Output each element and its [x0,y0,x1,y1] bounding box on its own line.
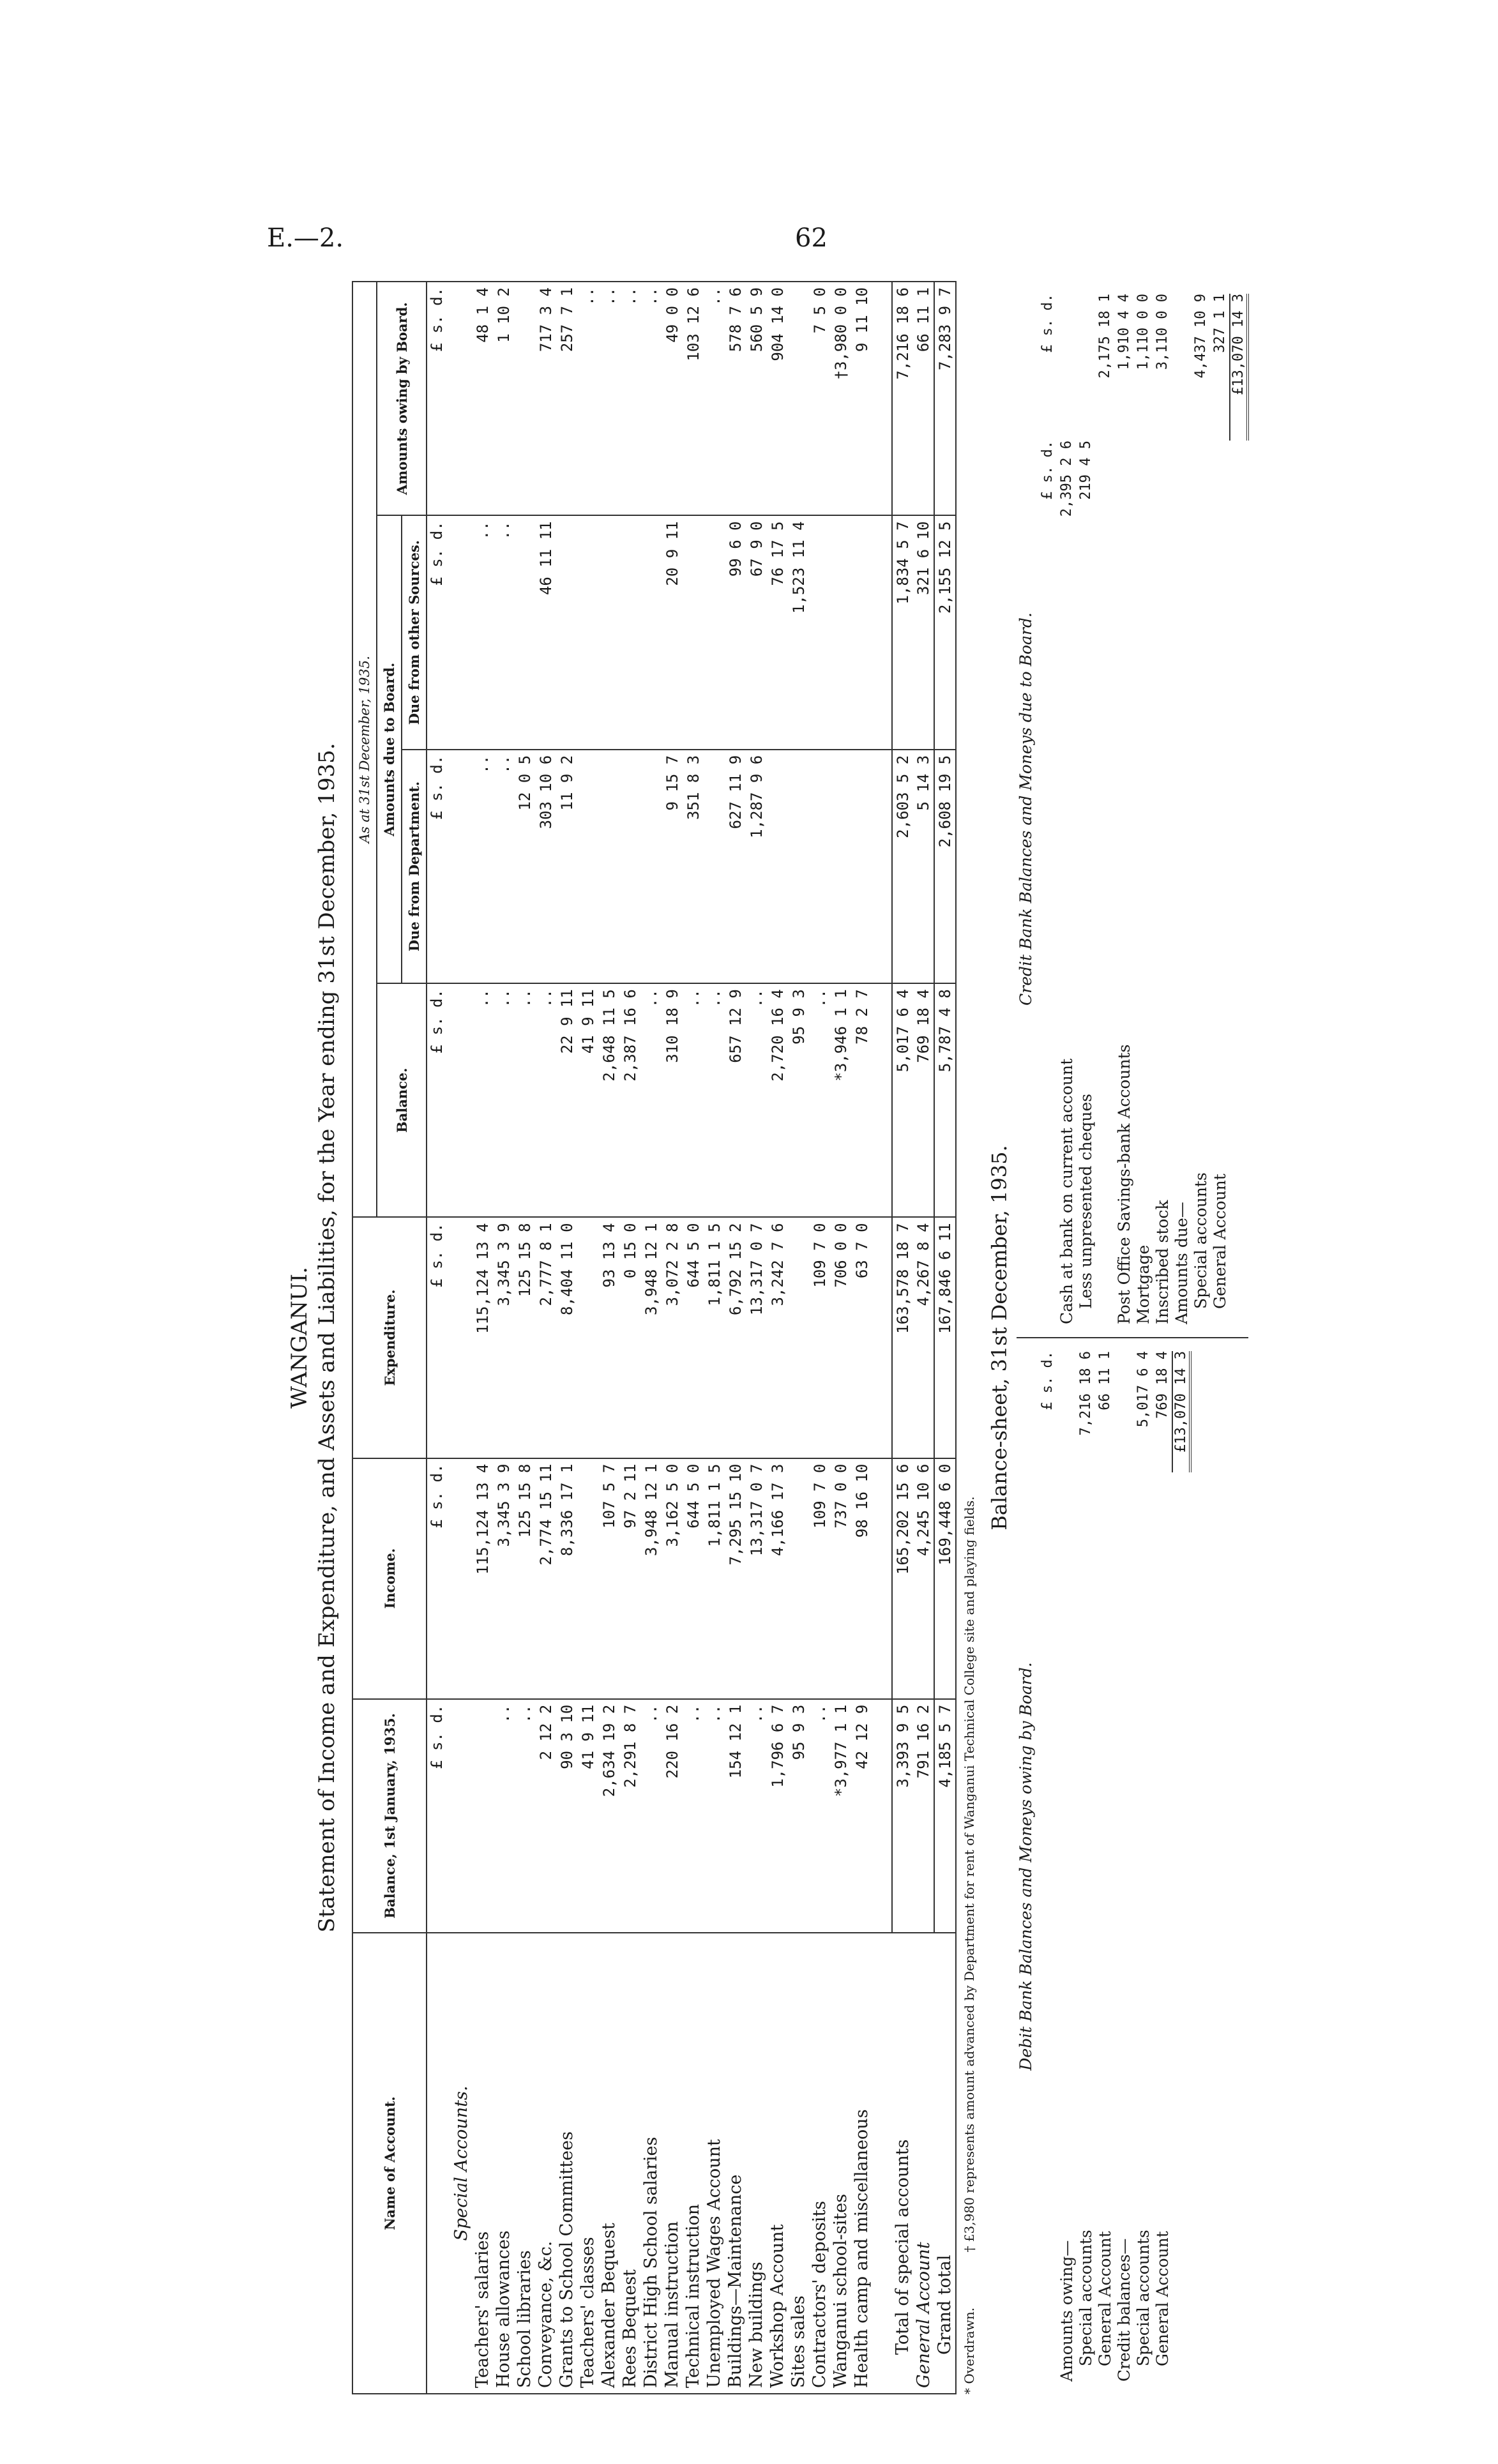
cell-owing: 9 11 10 [851,282,872,515]
credit-line-label: Amounts due— [1172,1202,1191,1324]
credit-line-label: Special accounts [1191,1172,1210,1309]
cell-bal: 5,017 6 4 [892,983,913,1217]
cell-other: .. [493,515,514,749]
credit-line-value: 327 1 1 [1211,294,1228,353]
cell-bal1: .. [493,1699,514,1933]
cell-inc: 107 5 7 [598,1458,619,1699]
cell-owing [514,282,535,515]
cell-bal: 769 18 4 [913,983,934,1217]
cell-other [577,515,598,749]
account-name: Unemployed Wages Account [704,1933,725,2394]
credit-line [1076,294,1095,1324]
debit-line [1114,1351,1133,2382]
cell-inc: 737 0 0 [830,1458,851,1699]
page-ref: E.—2. [267,223,344,253]
cell-inc: 3,345 3 9 [493,1458,514,1699]
credit-line-label: Less unpresented cheques [1076,1093,1095,1309]
cell-exp: 167,846 6 11 [934,1217,956,1458]
credit-line-label: General Account [1210,1174,1229,1309]
cell-exp: 2,777 8 1 [535,1217,556,1458]
as-at-header: As at 31st December, 1935. [352,282,377,1217]
cell-exp: 3,345 3 9 [493,1217,514,1458]
cell-bal: 657 12 9 [725,983,746,1217]
col-due-other-header: Due from other Sources. [402,515,427,749]
cell-bal: .. [746,983,767,1217]
cell-inc: 125 15 8 [514,1458,535,1699]
cell-bal: .. [493,983,514,1217]
debit-line-value: 5,017 6 4 [1135,1351,1151,1428]
cell-dept: .. [472,750,493,983]
cell-dept: 2,608 19 5 [934,750,956,983]
grand-total-row [934,282,956,2394]
units-label: £ s. d. [1039,1351,1055,1410]
cell-owing: 7,216 18 6 [892,282,913,515]
cell-exp: 1,811 1 5 [704,1217,725,1458]
cell-exp: 109 7 0 [809,1217,830,1458]
cell-dept [788,750,809,983]
cell-inc: 7,295 15 10 [725,1458,746,1699]
cell-owing: †3,980 0 0 [830,282,851,515]
account-name: School libraries [514,1933,535,2394]
account-name: General Account [913,1933,934,2394]
cell-dept: 11 9 2 [556,750,577,983]
cell-exp: 0 15 0 [619,1217,640,1458]
cell-owing: .. [577,282,598,515]
col-balance-start-header: Balance, 1st January, 1935. [352,1699,427,1933]
cell-other: 99 6 0 [725,515,746,749]
credit-line-label: Post Office Savings-bank Accounts [1114,1044,1133,1324]
cell-bal: *3,946 1 1 [830,983,851,1217]
cell-bal: .. [683,983,704,1217]
special-accounts-heading: Special Accounts. [446,1933,472,2394]
cell-dept [640,750,662,983]
cell-dept [598,750,619,983]
account-name: Buildings—Maintenance [725,1933,746,2394]
credit-line [1114,294,1133,1324]
cell-dept: 9 15 7 [662,750,683,983]
cell-owing: .. [704,282,725,515]
cell-other [830,515,851,749]
debit-line-label: General Account [1153,2231,1172,2366]
cell-other: .. [472,515,493,749]
units-label: £ s. d. [427,282,446,515]
cell-other [851,515,872,749]
account-name: Alexander Bequest [598,1933,619,2394]
table-row [725,282,746,2394]
table-row [851,282,872,2394]
account-name: Total of special accounts [892,1933,913,2394]
cell-inc: 165,202 15 6 [892,1458,913,1699]
region-title: WANGANUI. [287,1267,312,1409]
debit-line [1076,1351,1095,2382]
account-name: Rees Bequest [619,1933,640,2394]
table-row [662,282,683,2394]
cell-bal1: 4,185 5 7 [934,1699,956,1933]
cell-bal1: 220 16 2 [662,1699,683,1933]
cell-dept: 2,603 5 2 [892,750,913,983]
cell-dept: 12 0 5 [514,750,535,983]
debit-line-label: Credit balances— [1114,2238,1133,2382]
cell-owing: .. [598,282,619,515]
cell-inc: 115,124 13 4 [472,1458,493,1699]
account-name: Grand total [934,1933,956,2394]
cell-inc [788,1458,809,1699]
units-label: £ s. d. [1039,441,1055,500]
cell-exp: 3,948 12 1 [640,1217,662,1458]
debit-line [1153,1351,1172,2382]
account-name: Teachers' salaries [472,1933,493,2394]
credit-total: £13,070 14 3 [1229,294,1249,441]
cell-inc [577,1458,598,1699]
cell-other: 1,523 11 4 [788,515,809,749]
table-row [619,282,640,2394]
debit-line-value: 66 11 1 [1096,1351,1113,1410]
cell-inc: 169,448 6 0 [934,1458,956,1699]
cell-owing: 7 5 0 [809,282,830,515]
credit-line [1133,294,1153,1324]
debit-total: £13,070 14 3 [1172,1351,1192,1472]
col-expenditure-header: Expenditure. [352,1217,427,1458]
cell-bal1: .. [746,1699,767,1933]
footnote-overdrawn: * Overdrawn. [962,2307,977,2394]
credit-line-value: 1,910 4 4 [1116,294,1132,370]
col-due-dept-header: Due from Department. [402,750,427,983]
table-row [598,282,619,2394]
cell-inc: 3,162 5 0 [662,1458,683,1699]
debit-line [1057,1351,1076,2382]
credit-line-value: 4,437 10 9 [1192,294,1209,379]
col-balance-header: Balance. [377,983,427,1217]
cell-bal1: 90 3 10 [556,1699,577,1933]
cell-exp: 8,404 11 0 [556,1217,577,1458]
cell-bal: 2,648 11 5 [598,983,619,1217]
cell-inc: 644 5 0 [683,1458,704,1699]
cell-other [619,515,640,749]
account-name: New buildings [746,1933,767,2394]
debit-line-label: Special accounts [1133,2230,1153,2366]
table-row [640,282,662,2394]
cell-other: 20 9 11 [662,515,683,749]
cell-bal1: 154 12 1 [725,1699,746,1933]
cell-owing: .. [619,282,640,515]
footnote-advance: † £3,980 represents amount advanced by Department for rent of Wanganui Technical College site and playing fields. [962,1496,977,2253]
units-label: £ s. d. [427,515,446,749]
credit-heading: Credit Bank Balances and Moneys due to Board. [1017,612,1035,1006]
cell-owing: 103 12 6 [683,282,704,515]
account-name: House allowances [493,1933,514,2394]
cell-dept: 303 10 6 [535,750,556,983]
balance-sheet-credit-side [1017,281,1248,1337]
cell-bal1: .. [809,1699,830,1933]
cell-owing: 717 3 4 [535,282,556,515]
cell-other [704,515,725,749]
cell-exp: 125 15 8 [514,1217,535,1458]
cell-other: 46 11 11 [535,515,556,749]
table-row [493,282,514,2394]
cell-bal: .. [514,983,535,1217]
cell-exp: 13,317 0 7 [746,1217,767,1458]
cell-owing: 257 7 1 [556,282,577,515]
cell-other [556,515,577,749]
cell-owing: 904 14 0 [767,282,788,515]
cell-exp: 4,267 8 4 [913,1217,934,1458]
units-label: £ s. d. [427,983,446,1217]
cell-dept: 351 8 3 [683,750,704,983]
credit-line [1057,294,1076,1324]
cell-dept [704,750,725,983]
cell-dept [851,750,872,983]
table-row [683,282,704,2394]
cell-bal: .. [640,983,662,1217]
cell-dept [809,750,830,983]
credit-line [1153,294,1172,1324]
cell-bal: .. [809,983,830,1217]
cell-exp [577,1217,598,1458]
credit-line-value: 2,175 18 1 [1096,294,1113,379]
cell-dept [619,750,640,983]
total-special-row [892,282,913,2394]
footnotes [962,281,977,2394]
account-name: Wanganui school-sites [830,1933,851,2394]
account-name: Workshop Account [767,1933,788,2394]
table-row [704,282,725,2394]
col-income-header: Income. [352,1458,427,1699]
table-row [746,282,767,2394]
debit-line-label: Special accounts [1076,2230,1095,2366]
cell-bal: .. [704,983,725,1217]
cell-dept: 627 11 9 [725,750,746,983]
cell-inc: 98 16 10 [851,1458,872,1699]
cell-owing: 560 5 9 [746,282,767,515]
credit-line-value: 1,110 0 0 [1135,294,1151,370]
credit-line-value: 3,110 0 0 [1154,294,1170,370]
table-row [535,282,556,2394]
debit-line-value: 769 18 4 [1154,1351,1170,1419]
general-account-row [913,282,934,2394]
cell-inc: 2,774 15 11 [535,1458,556,1699]
cell-exp: 3,072 2 8 [662,1217,683,1458]
cell-other: 2,155 12 5 [934,515,956,749]
account-name: District High School salaries [640,1933,662,2394]
cell-other: 321 6 10 [913,515,934,749]
cell-bal1: 2,634 19 2 [598,1699,619,1933]
cell-exp: 3,242 7 6 [767,1217,788,1458]
table-row [767,282,788,2394]
cell-bal: 5,787 4 8 [934,983,956,1217]
credit-line-label: Cash at bank on current account [1057,1058,1076,1324]
cell-exp: 163,578 18 7 [892,1217,913,1458]
cell-other: 1,834 5 7 [892,515,913,749]
cell-exp: 644 5 0 [683,1217,704,1458]
cell-dept [830,750,851,983]
statement-table [352,281,957,2394]
cell-bal1 [472,1699,493,1933]
balance-sheet-title: Balance-sheet, 31st December, 1935. [987,1145,1011,1531]
cell-bal: .. [535,983,556,1217]
cell-exp: 115,124 13 4 [472,1217,493,1458]
page-number: 62 [795,223,828,253]
cell-owing: 49 0 0 [662,282,683,515]
debit-line-value: 7,216 18 6 [1077,1351,1094,1436]
cell-owing: 578 7 6 [725,282,746,515]
table-row [788,282,809,2394]
account-name: Health camp and miscellaneous [851,1933,872,2394]
cell-inc: 13,317 0 7 [746,1458,767,1699]
account-name: Manual instruction [662,1933,683,2394]
units-label: £ s. d. [427,1217,446,1458]
account-name: Technical instruction [683,1933,704,2394]
cell-bal: 78 2 7 [851,983,872,1217]
table-row [830,282,851,2394]
cell-exp: 63 7 0 [851,1217,872,1458]
cell-bal: 41 9 11 [577,983,598,1217]
table-row [556,282,577,2394]
units-label: £ s. d. [427,750,446,983]
cell-inc: 109 7 0 [809,1458,830,1699]
cell-bal: 22 9 11 [556,983,577,1217]
debit-line-label: Amounts owing— [1057,2240,1076,2382]
cell-exp: 6,792 15 2 [725,1217,746,1458]
cell-owing: .. [640,282,662,515]
cell-bal1: .. [640,1699,662,1933]
cell-inc: 8,336 17 1 [556,1458,577,1699]
units-label: £ s. d. [427,1699,446,1933]
table-row [809,282,830,2394]
cell-bal: .. [472,983,493,1217]
credit-line-subvalue: 219 4 5 [1077,441,1094,500]
cell-exp: 706 0 0 [830,1217,851,1458]
credit-line-subvalue: 2,395 2 6 [1058,441,1075,517]
cell-other [683,515,704,749]
cell-other: 76 17 5 [767,515,788,749]
credit-line [1191,294,1210,1324]
cell-bal: 2,720 16 4 [767,983,788,1217]
credit-line-label: Mortgage [1133,1244,1153,1324]
cell-bal: 2,387 16 6 [619,983,640,1217]
debit-heading: Debit Bank Balances and Moneys owing by Board. [1017,1662,1035,2071]
cell-inc: 4,166 17 3 [767,1458,788,1699]
cell-owing: 1 10 2 [493,282,514,515]
account-name: Conveyance, &c. [535,1933,556,2394]
cell-bal1: 41 9 11 [577,1699,598,1933]
balance-sheet [1017,281,1248,2394]
col-name-header: Name of Account. [352,1933,427,2394]
cell-dept: .. [493,750,514,983]
debit-line [1095,1351,1114,2382]
cell-other: 67 9 0 [746,515,767,749]
cell-bal1: 42 12 9 [851,1699,872,1933]
cell-other [640,515,662,749]
account-name: Contractors' deposits [809,1933,830,2394]
cell-owing [788,282,809,515]
cell-other [809,515,830,749]
cell-exp: 93 13 4 [598,1217,619,1458]
table-row [514,282,535,2394]
cell-dept: 1,287 9 6 [746,750,767,983]
cell-inc: 3,948 12 1 [640,1458,662,1699]
cell-dept [767,750,788,983]
cell-bal1: 95 9 3 [788,1699,809,1933]
credit-line [1210,294,1229,1324]
table-row [577,282,598,2394]
cell-bal1: 3,393 9 5 [892,1699,913,1933]
account-name: Teachers' classes [577,1933,598,2394]
rotated-content [286,281,1246,2394]
statement-title: Statement of Income and Expenditure, and Assets and Liabilities, for the Year ending 31st December, 1935. [314,743,340,1933]
cell-bal: 95 9 3 [788,983,809,1217]
cell-bal1: 2,291 8 7 [619,1699,640,1933]
credit-line [1172,294,1191,1324]
cell-dept: 5 14 3 [913,750,934,983]
cell-bal: 310 18 9 [662,983,683,1217]
cell-owing: 7,283 9 7 [934,282,956,515]
cell-bal1: *3,977 1 1 [830,1699,851,1933]
cell-bal1: 2 12 2 [535,1699,556,1933]
cell-bal1: .. [514,1699,535,1933]
cell-bal1: 791 16 2 [913,1699,934,1933]
cell-owing: 48 1 4 [472,282,493,515]
cell-inc: 1,811 1 5 [704,1458,725,1699]
cell-inc: 4,245 10 6 [913,1458,934,1699]
account-name: Sites sales [788,1933,809,2394]
units-label: £ s. d. [427,1458,446,1699]
cell-owing: 66 11 1 [913,282,934,515]
cell-other [514,515,535,749]
due-to-board-header: Amounts due to Board. [377,515,402,983]
units-label: £ s. d. [1039,294,1055,353]
debit-line-label: General Account [1095,2231,1114,2366]
cell-exp [788,1217,809,1458]
cell-inc: 97 2 11 [619,1458,640,1699]
credit-line-label: Inscribed stock [1153,1200,1172,1324]
cell-bal1: 1,796 6 7 [767,1699,788,1933]
table-row [472,282,493,2394]
balance-sheet-debit-side [1017,1337,1248,2394]
cell-bal1: .. [683,1699,704,1933]
cell-other [598,515,619,749]
cell-dept [577,750,598,983]
cell-bal1: .. [704,1699,725,1933]
col-owing-header: Amounts owing by Board. [377,282,427,515]
account-name: Grants to School Committees [556,1933,577,2394]
debit-line [1133,1351,1153,2382]
credit-line [1095,294,1114,1324]
